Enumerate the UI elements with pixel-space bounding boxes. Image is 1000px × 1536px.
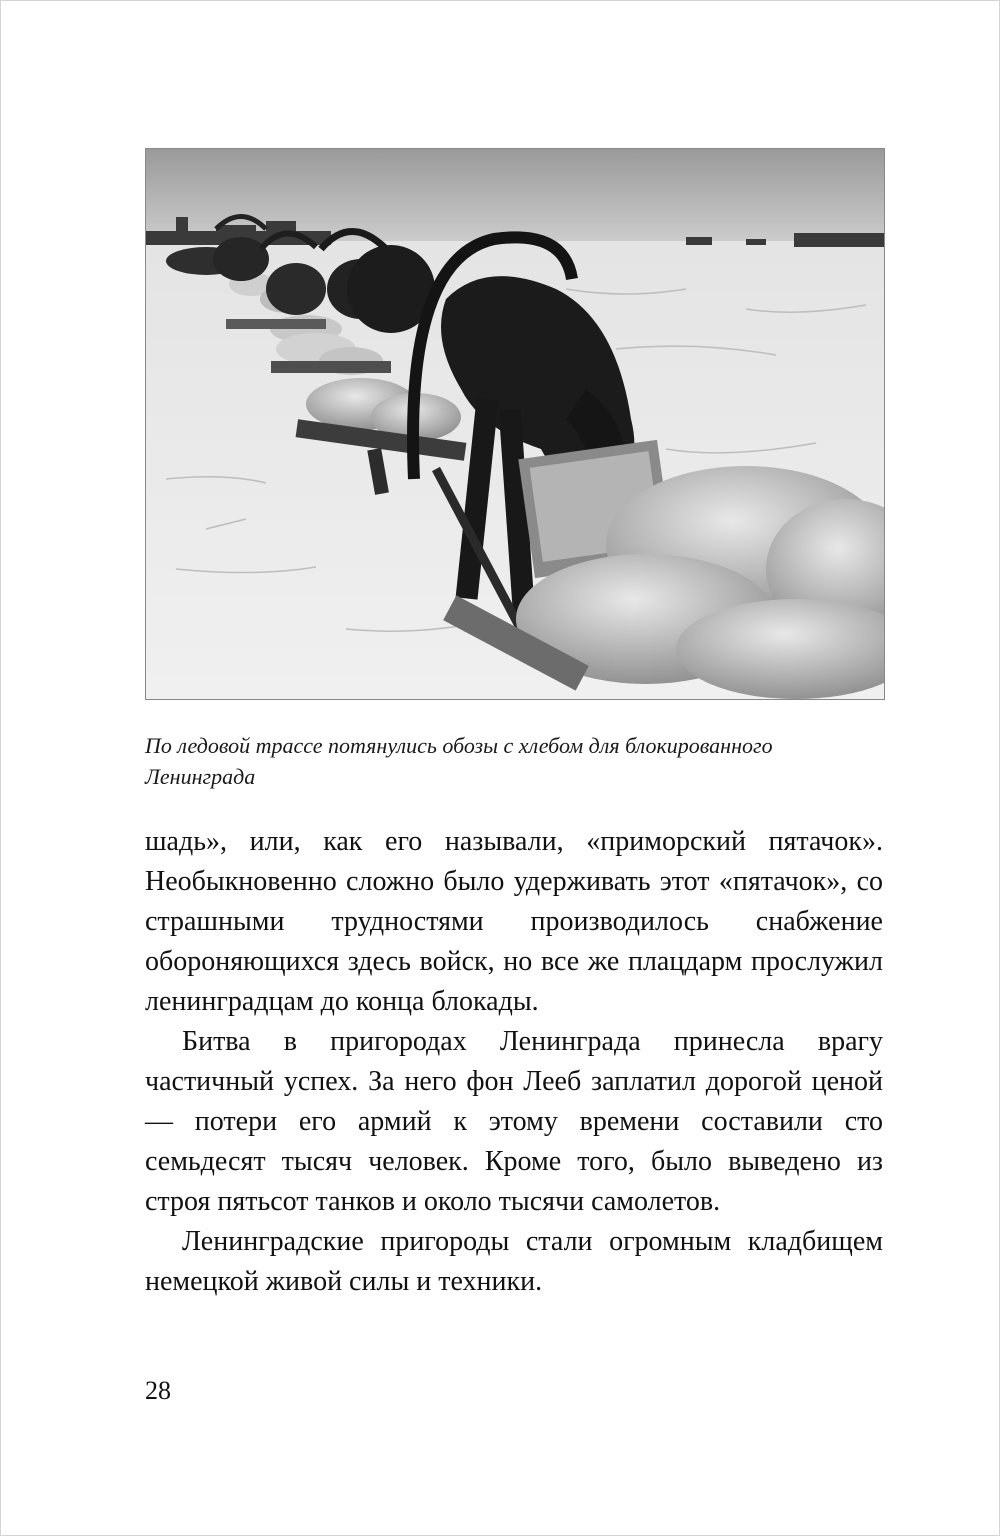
sky (146, 149, 884, 244)
paragraph-2: Битва в пригородах Ленинграда принесла врагу частичный успех. За него фон Лееб заплатил дорогой ценой — потери его армий к этому времени составили сто семьдесят тысяч человек. Кроме того, было выведено из строя пятьсот танков и около тысячи самолетов. (145, 1026, 883, 1217)
photo-illustration (146, 149, 884, 699)
historical-photo (145, 148, 885, 700)
body-text (145, 822, 883, 1302)
page-number: 28 (145, 1376, 171, 1405)
caption-line-1: По ледовой трассе потянулись обозы с хлебом для блокированного (145, 733, 773, 758)
paragraph-1: шадь», или, как его называли, «приморский пятачок». Необыкновенно сложно было удерживать этот «пятачок», со страшными трудностями производилось снабжение обороняющихся здесь войск, но все же плацдарм прослужил ленинградцам до конца блокады. (145, 826, 883, 1017)
paragraph-3: Ленинградские пригороды стали огромным кладбищем немецкой живой силы и техники. (145, 1226, 883, 1297)
caption-line-2: Ленинграда (145, 764, 256, 789)
photo-caption (145, 730, 883, 792)
